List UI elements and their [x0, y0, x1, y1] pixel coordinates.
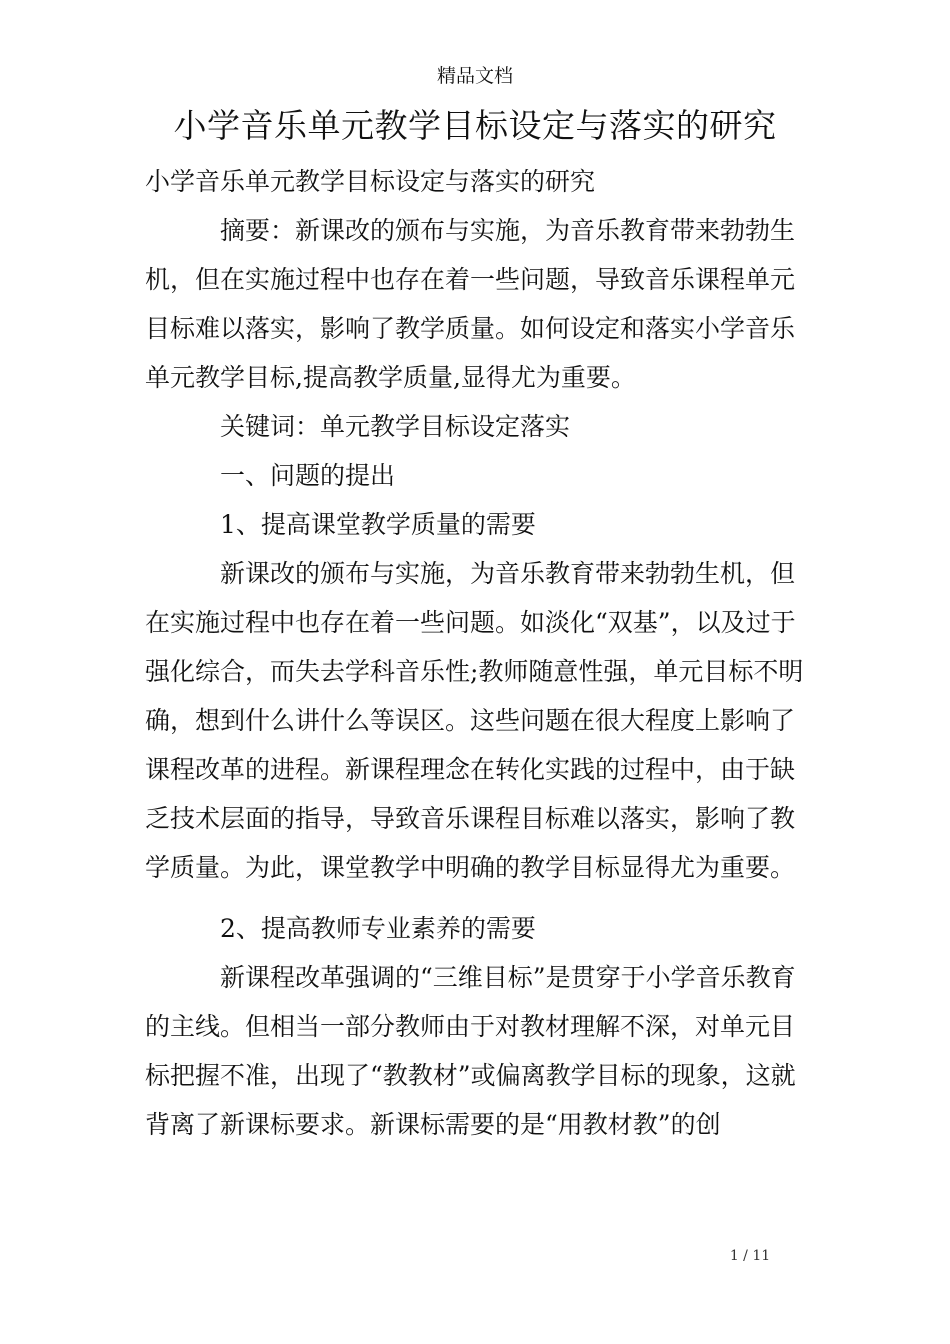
page-indicator: 1 / 11	[729, 1248, 771, 1264]
document-body	[145, 157, 809, 1149]
keywords-paragraph: 关键词：单元教学目标设定落实	[220, 412, 571, 441]
body-paragraph-2: 新课程改革强调的“三维目标”是贯穿于小学音乐教育的主线。但相当一部分教师由于对教材理解不深，对单元目标把握不准，出现了“教教材”或偏离教学目标的现象，这就背离了新课标要求。新课标需要的是“用教材教”的创	[145, 963, 796, 1139]
abstract-paragraph: 摘要：新课改的颁布与实施，为音乐教育带来勃勃生机，但在实施过程中也存在着一些问题，导致音乐课程单元目标难以落实，影响了教学质量。如何设定和落实小学音乐单元教学目标,提高教学质量,显得尤为重要。	[145, 216, 796, 392]
subsection-heading-2: 2、提高教师专业素养的需要	[220, 914, 536, 943]
page-header: 精品文档	[436, 65, 513, 87]
subsection-heading-1: 1、提高课堂教学质量的需要	[220, 510, 536, 539]
body-paragraph-1: 新课改的颁布与实施，为音乐教育带来勃勃生机，但在实施过程中也存在着一些问题。如淡化“双基”，以及过于强化综合，而失去学科音乐性;教师随意性强，单元目标不明确，想到什么讲什么等误区。这些问题在很大程度上影响了课程改革的进程。新课程理念在转化实践的过程中，由于缺乏技术层面的指导，导致音乐课程目标难以落实，影响了教学质量。为此，课堂教学中明确的教学目标显得尤为重要。	[145, 559, 804, 882]
section-heading-1: 一、问题的提出	[220, 461, 396, 490]
subtitle-paragraph: 小学音乐单元教学目标设定与落实的研究	[145, 167, 596, 196]
document-title: 小学音乐单元教学目标设定与落实的研究	[173, 106, 777, 145]
